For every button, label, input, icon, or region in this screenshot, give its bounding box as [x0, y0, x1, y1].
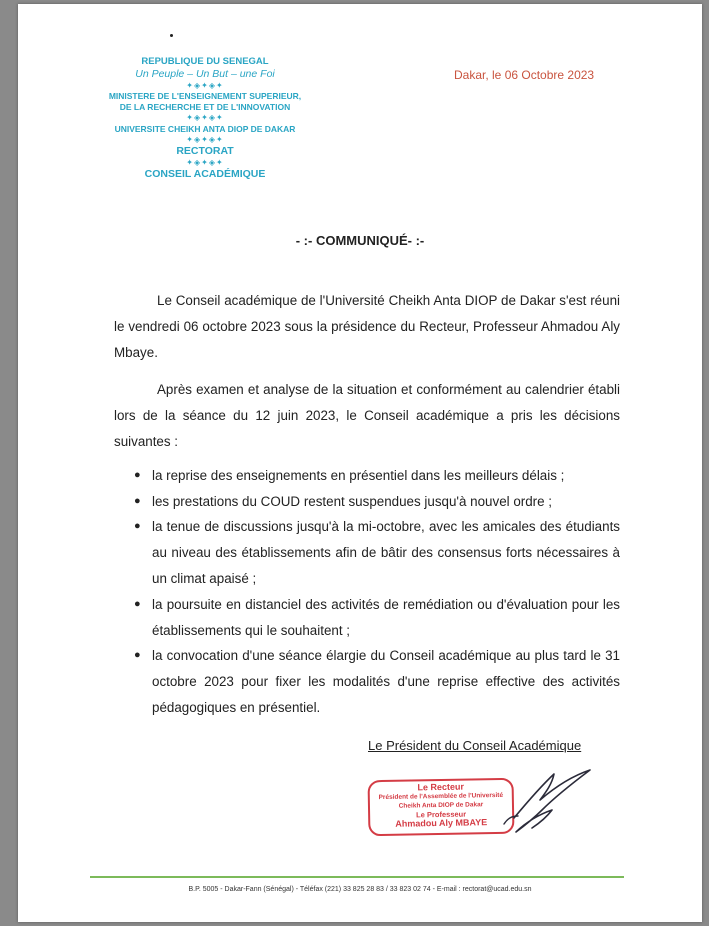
handwritten-signature: [494, 766, 604, 846]
bullet-icon: ●: [134, 494, 141, 507]
stamp-line-3: Cheikh Anta DIOP de Dakar: [398, 801, 484, 810]
ornament-divider: ✦◈✦◈✦: [186, 113, 224, 122]
intro-paragraph: Le Conseil académique de l'Université Cheikh Anta DIOP de Dakar s'est réuni le vendredi 06 octobre 2023 sous la présidence du Recteur, Professeur Ahmadou Aly Mbaye.: [114, 293, 620, 360]
national-motto: Un Peuple – Un But – une Foi: [135, 68, 275, 80]
decisions-intro-paragraph: Après examen et analyse de la situation et conformément au calendrier établi lors de la séance du 12 juin 2023, le Conseil académique a pris les décisions suivantes :: [114, 382, 620, 449]
document-body: [114, 288, 620, 721]
list-item: [114, 514, 620, 591]
conseil-label: CONSEIL ACADÉMIQUE: [144, 168, 266, 180]
list-item: [114, 463, 620, 489]
ministry-line-1: MINISTERE DE L'ENSEIGNEMENT SUPERIEUR,: [108, 91, 302, 101]
document-title: - :- COMMUNIQUÉ- :-: [295, 233, 425, 248]
decisions-list: [114, 463, 620, 721]
decision-text: la poursuite en distanciel des activités de remédiation ou d'évaluation pour les établissements qui le souhaitent ;: [152, 596, 620, 638]
bullet-icon: ●: [134, 468, 141, 481]
stamp-line-4: Le Professeur: [416, 809, 467, 820]
decision-text: les prestations du COUD restent suspendues jusqu'à nouvel ordre ;: [152, 493, 553, 509]
ornament-divider: ✦◈✦◈✦: [186, 135, 224, 144]
stamp-line-1: Le Recteur: [417, 781, 465, 793]
ministry-line-2: DE LA RECHERCHE ET DE L'INNOVATION: [119, 102, 291, 112]
letterhead: [90, 56, 320, 181]
decision-text: la tenue de discussions jusqu'à la mi-octobre, avec les amicales des étudiants au niveau des établissements afin de bâtir des consensus forts nécessaires à un climat apaisé ;: [152, 519, 620, 586]
ornament-divider: ✦◈✦◈✦: [186, 81, 224, 90]
list-item: [114, 489, 620, 515]
list-item: [114, 643, 620, 720]
stamp-line-2: Président de l'Assemblée de l'Université: [378, 791, 504, 802]
scan-speck: [170, 34, 173, 37]
decision-text: la convocation d'une séance élargie du Conseil académique au plus tard le 31 octobre 2023 pour fixer les modalités d'une reprise effective des activités pédagogiques en présentiel.: [152, 648, 620, 715]
list-item: [114, 592, 620, 644]
signer-title: Le Président du Conseil Académique: [368, 738, 582, 753]
decision-text: la reprise des enseignements en présentiel dans les meilleurs délais ;: [152, 467, 565, 483]
rectorat-label: RECTORAT: [176, 145, 234, 157]
university-name: UNIVERSITE CHEIKH ANTA DIOP DE DAKAR: [114, 124, 296, 134]
document-date: Dakar, le 06 Octobre 2023: [454, 68, 595, 82]
bullet-icon: ●: [134, 649, 141, 662]
ornament-divider: ✦◈✦◈✦: [186, 158, 224, 167]
bullet-icon: ●: [134, 597, 141, 610]
footer-divider: [90, 876, 624, 878]
document-page: [18, 4, 702, 922]
stamp-line-5: Ahmadou Aly MBAYE: [395, 817, 488, 829]
republic-name: REPUBLIQUE DU SENEGAL: [141, 56, 269, 67]
official-stamp: [368, 778, 515, 837]
footer-contact: B.P. 5005 - Dakar-Fann (Sénégal) - Téléfax (221) 33 825 28 83 / 33 823 02 74 - E-mail : rectorat@ucad.edu.sn: [188, 886, 532, 893]
bullet-icon: ●: [134, 520, 141, 533]
